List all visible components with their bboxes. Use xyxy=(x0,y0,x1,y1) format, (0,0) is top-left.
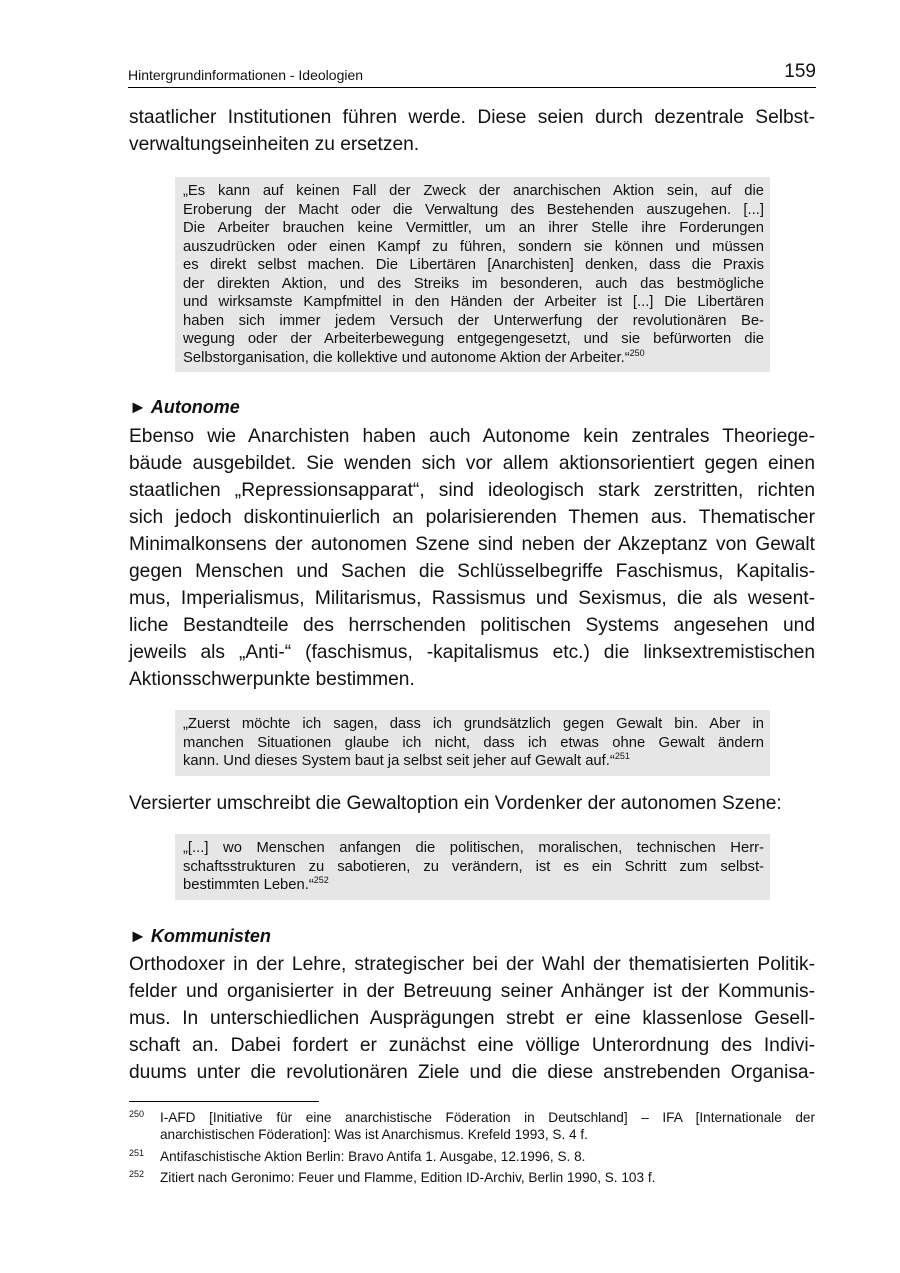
paragraph-autonome xyxy=(129,423,815,693)
text-line: sich jedoch diskontinuierlich an polarisierenden Themen aus. Thematischer xyxy=(129,507,815,528)
text-line: bäude ausgebildet. Sie wenden sich vor allem aktionsorientiert gegen einen xyxy=(129,453,815,474)
section-heading-kommunisten xyxy=(129,926,271,947)
text-line: mus, Imperialismus, Militarismus, Rassismus und Sexismus, die als wesent- xyxy=(129,588,815,609)
text-line: Minimalkonsens der autonomen Szene sind neben der Akzeptanz von Gewalt xyxy=(129,534,815,555)
footnote-ref[interactable]: 251 xyxy=(614,751,630,761)
quote-line: kann. Und dieses System baut ja selbst seit jeher auf Gewalt auf.“$^{251}$ xyxy=(183,751,630,769)
text-line: Aktionsschwerpunkte bestimmen. xyxy=(129,669,415,690)
page-number: 159 xyxy=(784,61,816,82)
footnote-ref[interactable]: 250 xyxy=(629,347,645,358)
footnote-text: Antifaschistische Aktion Berlin: Bravo Antifa 1. Ausgabe, 12.1996, S. 8. xyxy=(160,1149,586,1164)
quote-line: haben sich immer jedem Versuch der Unterwerfung der revolutionären Be- xyxy=(183,312,764,329)
text-line: mus. In unterschiedlichen Ausprägungen strebt er eine klassenlose Gesell- xyxy=(129,1008,815,1029)
text-line: liche Bestandteile des herrschenden politischen Systems angesehen und xyxy=(129,615,815,636)
text-line: jeweils als „Anti-“ (faschismus, -kapitalismus etc.) die linksextremistischen xyxy=(129,642,815,663)
footnote-252 xyxy=(129,1169,815,1186)
arrow-icon: ► xyxy=(129,397,147,417)
quote-line: der direkten Aktion, und des Streiks im besonderen, auch das bestmögliche xyxy=(183,275,764,292)
footnote-251 xyxy=(129,1148,815,1165)
arrow-icon: ► xyxy=(129,926,147,946)
quote-line: „Zuerst möchte ich sagen, dass ich grundsätzlich gegen Gewalt bin. Aber in xyxy=(183,716,764,732)
quote-line: wegung oder der Arbeiterbewegung entgegengesetzt, und sie befürworten die xyxy=(183,331,764,347)
blockquote-anarchism xyxy=(175,177,770,372)
paragraph-intro xyxy=(129,104,815,158)
quote-line: „[...] wo Menschen anfangen die politischen, moralischen, technischen Herr- xyxy=(183,840,764,856)
text-line: gegen Menschen und Sachen die Schlüsselbegriffe Faschismus, Kapitalis- xyxy=(129,561,815,582)
text-line: Versierter umschreibt die Gewaltoption ein Vordenker der autonomen Szene: xyxy=(129,793,782,814)
footnote-number: 251 xyxy=(129,1148,145,1158)
heading-text: Kommunisten xyxy=(150,926,271,946)
quote-line: und wirksamste Kampfmittel in den Händen der Arbeiter ist [...] Die Libertären xyxy=(183,294,764,310)
footnote-ref[interactable]: 252 xyxy=(313,875,329,885)
text-line: duums unter die revolutionären Ziele und die diese anstrebenden Organisa- xyxy=(129,1062,815,1083)
quote-line: schaftsstrukturen zu sabotieren, zu verändern, ist es ein Schritt zum selbst- xyxy=(183,858,764,875)
footnote-250 xyxy=(129,1109,815,1143)
quote-line: Selbstorganisation, die kollektive und autonome Aktion der Arbeiter.“$^{250}$ xyxy=(183,347,645,366)
paragraph-kommunisten xyxy=(129,951,815,1086)
quote-line: auszudrücken oder einen Kampf zu führen, sondern sie können und müssen xyxy=(183,238,764,255)
quote-line: „Es kann auf keinen Fall der Zweck der anarchischen Aktion sein, auf die xyxy=(183,183,764,199)
text-line: verwaltungseinheiten zu ersetzen. xyxy=(129,134,420,155)
heading-text: Autonome xyxy=(150,397,240,417)
header-title: Hintergrundinformationen - Ideologien xyxy=(128,67,364,83)
text-line: Ebenso wie Anarchisten haben auch Autonome kein zentrales Theoriege- xyxy=(129,426,815,447)
footnote-text: Zitiert nach Geronimo: Feuer und Flamme, Edition ID-Archiv, Berlin 1990, S. 103 f. xyxy=(160,1170,656,1185)
quote-line: Eroberung der Macht oder die Verwaltung des Bestehenden auszugehen. [...] xyxy=(183,201,764,218)
text-line: felder und organisierter in der Betreuung seiner Anhänger ist der Kommunis- xyxy=(129,981,815,1002)
blockquote-violence xyxy=(175,710,770,776)
text-line: staatlicher Institutionen führen werde. Diese seien durch dezentrale Selbst- xyxy=(129,107,815,128)
text-line: Orthodoxer in der Lehre, strategischer bei der Wahl der thematisierten Politik- xyxy=(129,954,815,975)
text-line: staatlichen „Repressionsapparat“, sind ideologisch stark zerstritten, richten xyxy=(129,480,815,501)
section-heading-autonome xyxy=(129,397,240,418)
footnote-number: 250 xyxy=(129,1109,145,1119)
quote-line: bestimmten Leben.“$^{252}$ xyxy=(183,875,329,893)
quote-line: Die Arbeiter brauchen keine Vermittler, um an ihrer Stelle ihre Forderungen xyxy=(183,220,764,236)
quote-line: manchen Situationen glaube ich nicht, dass ich etwas ohne Gewalt ändern xyxy=(183,734,764,751)
text-line: schaft an. Dabei fordert er zunächst eine völlige Unterordnung des Indivi- xyxy=(129,1035,815,1056)
quote-line: es direkt selbst machen. Die Libertären [Anarchisten] denken, dass die Praxis xyxy=(183,257,764,273)
footnote-text: I-AFD [Initiative für eine anarchistische Föderation in Deutschland] – IFA [Internationale der anarchistischen Föderation]: Was ist Anarchismus. Krefeld 1993, S. 4 f. xyxy=(160,1110,815,1142)
blockquote-sabotage xyxy=(175,834,770,900)
footnote-separator xyxy=(129,1101,319,1102)
footnote-number: 252 xyxy=(129,1169,145,1179)
paragraph-versierter xyxy=(129,790,815,817)
running-header xyxy=(128,60,816,88)
